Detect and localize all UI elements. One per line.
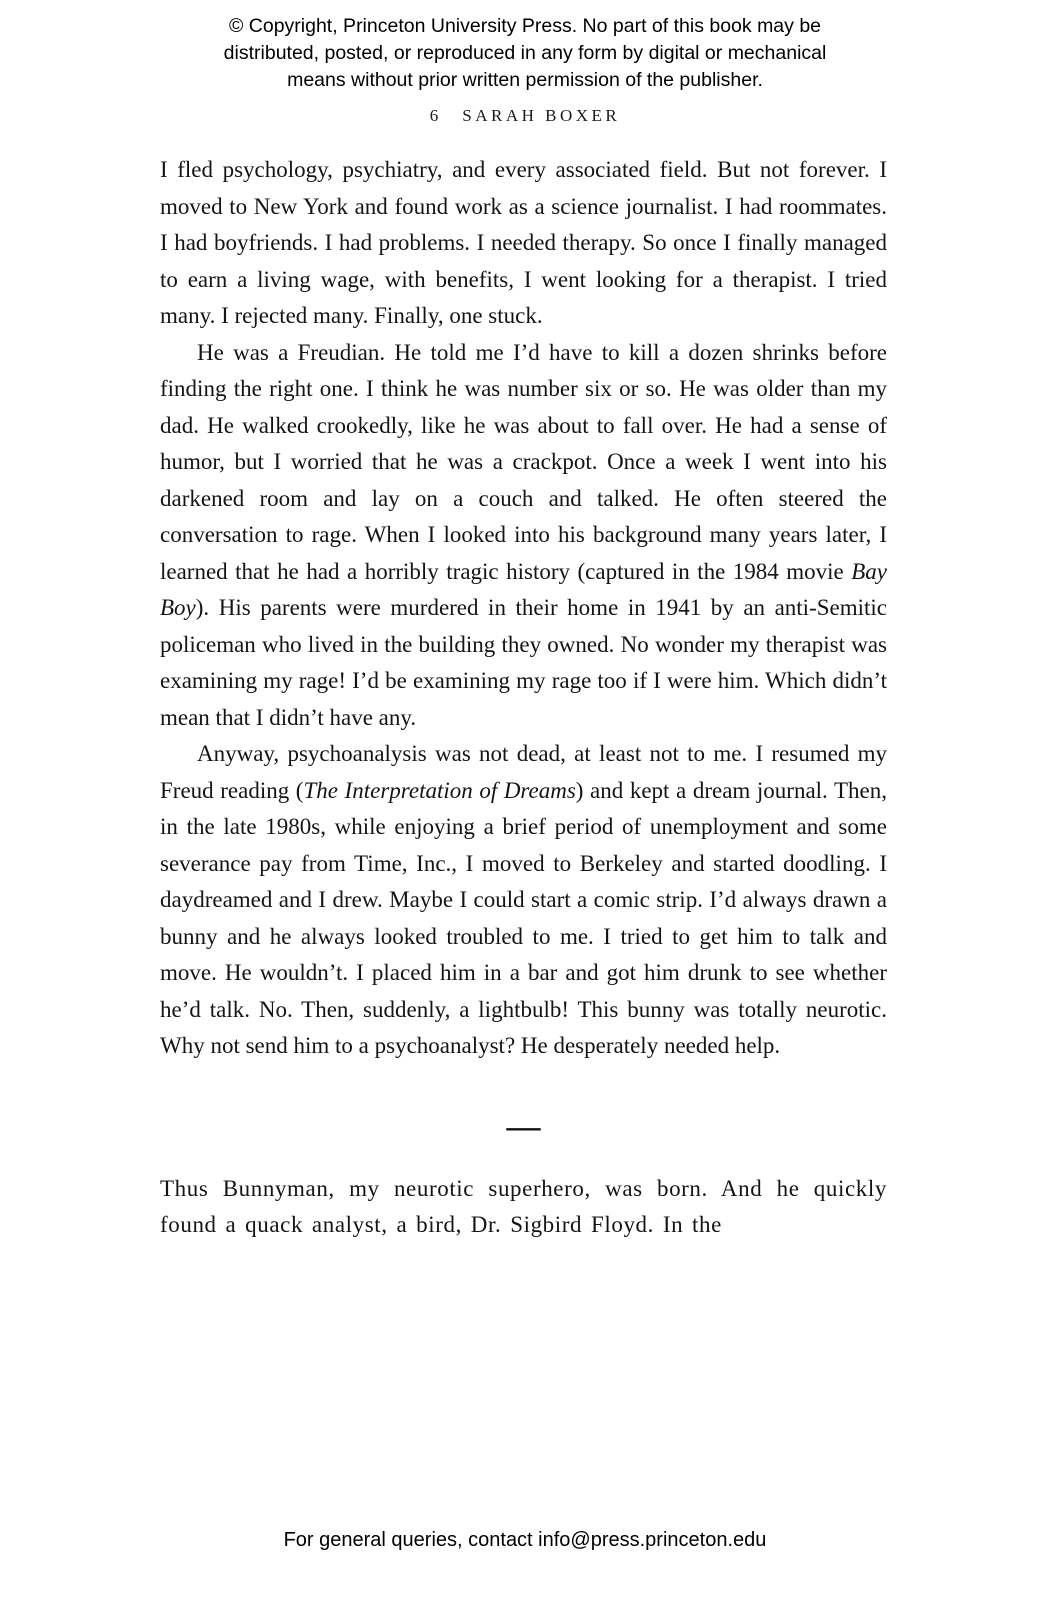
copyright-line: means without prior written permission of the publisher. [287, 69, 763, 91]
section-break-dash: — [506, 1107, 541, 1145]
body-text-after [160, 1171, 887, 1244]
copyright-notice [145, 13, 905, 94]
page-number: 6 [429, 106, 439, 125]
paragraph: I fled psychology, psychiatry, and every associated field. But not forever. I moved to New York and found work as a science journalist. I had roommates. I had boyfriends. I had problems. I needed therapy. So once I finally managed to earn a living wage, with benefits, I went looking for a therapist. I tried many. I rejected many. Finally, one stuck. [160, 157, 887, 328]
copyright-line: distributed, posted, or reproduced in any form by digital or mechanical [223, 42, 827, 64]
body-text-before [160, 152, 887, 1065]
paragraph: Anyway, psychoanalysis was not dead, at least not to me. I resumed my Freud reading (The Interpretation of Dreams) and kept a dream journal. Then, in the late 1980s, while enjoying a brief period of unemployment and some severance pay from Time, Inc., I moved to Berkeley and started doodling. I daydreamed and I drew. Maybe I could start a comic strip. I’d always drawn a bunny and he always looked troubled to me. I tried to get him to talk and move. He wouldn’t. I placed him in a bar and got him drunk to see whether he’d talk. No. Then, suddenly, a lightbulb! This bunny was totally neurotic. Why not send him to a psychoanalyst? He desperately needed help. [160, 741, 887, 1058]
paragraph: He was a Freudian. He told me I’d have to kill a dozen shrinks before finding the right one. I think he was number six or so. He was older than my dad. He walked crookedly, like he was about to fall over. He had a sense of humor, but I worried that he was a crackpot. Once a week I went into his darkened room and lay on a couch and talked. He often steered the conversation to rage. When I looked into his background many years later, I learned that he had a horribly tragic history (captured in the 1984 movie Bay Boy). His parents were murdered in their home in 1941 by an anti-Semitic policeman who lived in the building they owned. No wonder my therapist was examining my rage! I’d be examining my rage too if I were him. Which didn’t mean that I didn’t have any. [160, 339, 887, 730]
page-header [0, 106, 1050, 126]
footer-contact: For general queries, contact info@press.princeton.edu [283, 1529, 767, 1551]
body-text [160, 152, 887, 1244]
paragraph: Thus Bunnyman, my neurotic superhero, was born. And he quickly found a quack analyst, a bird, Dr. Sigbird Floyd. In the [160, 1175, 887, 1237]
copyright-line: © Copyright, Princeton University Press. No part of this book may be [228, 15, 822, 37]
running-head: SARAH BOXER [462, 106, 621, 125]
